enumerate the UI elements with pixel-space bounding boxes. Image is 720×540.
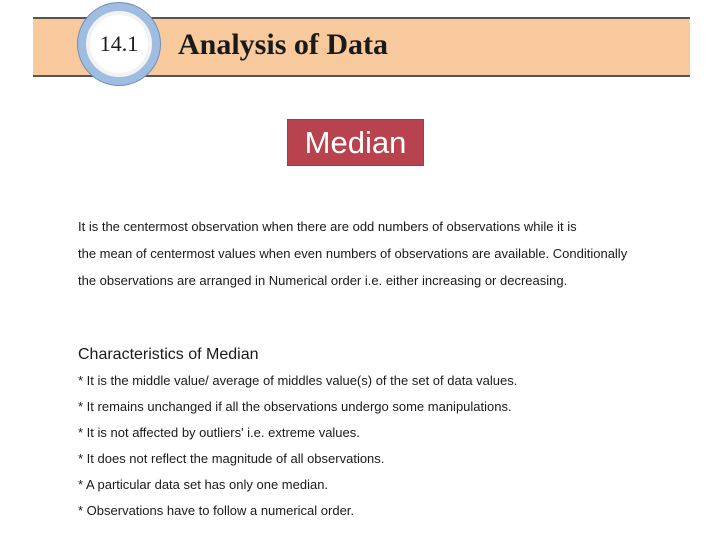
section-badge-inner	[86, 11, 152, 77]
list-item: * It is not affected by outliers' i.e. extreme values.	[78, 425, 360, 440]
list-item: * Observations have to follow a numerical order.	[78, 503, 355, 518]
section-number: 14.1	[99, 31, 139, 56]
definition-paragraph	[78, 213, 678, 294]
list-item: * It does not reflect the magnitude of all observations.	[78, 451, 385, 466]
definition-line: the mean of centermost values when even numbers of observations are available. Conditionally	[78, 246, 628, 261]
page-title: Analysis of Data	[178, 28, 389, 61]
characteristics-section	[78, 344, 678, 524]
characteristics-list	[78, 368, 678, 524]
list-item: * It is the middle value/ average of middles value(s) of the set of data values.	[78, 373, 518, 388]
definition-line: It is the centermost observation when there are odd numbers of observations while it is	[78, 219, 577, 234]
characteristics-heading: Characteristics of Median	[78, 346, 259, 363]
definition-line: the observations are arranged in Numerical order i.e. either increasing or decreasing.	[78, 273, 568, 288]
list-item: * A particular data set has only one median.	[78, 477, 329, 492]
list-item: * It remains unchanged if all the observations undergo some manipulations.	[78, 399, 512, 414]
section-number-badge	[78, 3, 160, 85]
topic-label: Median	[288, 120, 423, 165]
